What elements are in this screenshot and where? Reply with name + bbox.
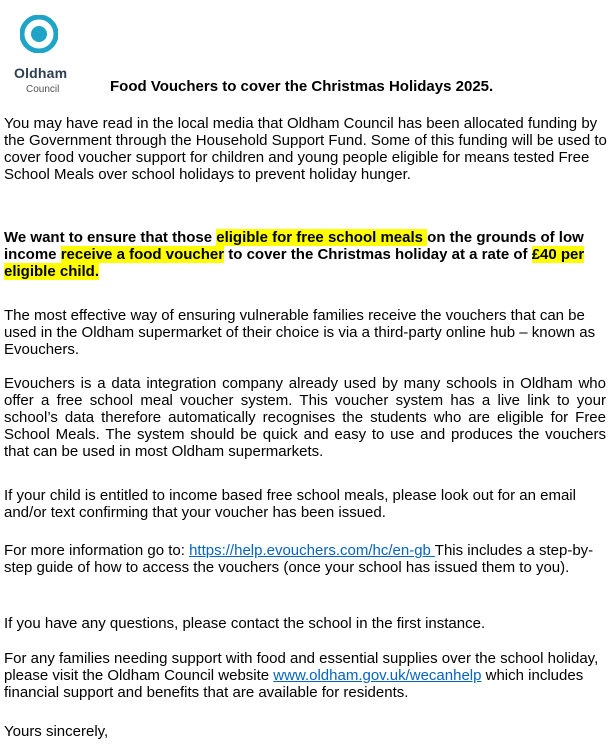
letter-page [4, 0, 610, 740]
highlight-voucher: receive a food voucher [60, 246, 225, 263]
questions-paragraph: If you have any questions, please contact the school in the first instance. [4, 615, 486, 632]
council-website-link[interactable]: www.oldham.gov.uk/wecanhelp [273, 667, 482, 684]
intro-paragraph: You may have read in the local media that Oldham Council has been allocated funding by the Government through the Household Support Fund. Some of this funding will be used to cover food voucher support for children and young people eligible for means tested Free School Meals over school holidays to prevent holiday hunger. [4, 115, 607, 183]
more-info-suffix: This includes a step-by-step guide of how to access the vouchers (once your school has issued them to you). [4, 542, 594, 576]
aim-text-1: We want to ensure that those [4, 229, 217, 246]
target-icon [20, 15, 58, 53]
evouchers-help-link[interactable]: https://help.evouchers.com/hc/en-gb [189, 542, 435, 559]
letter-header [4, 0, 610, 100]
highlight-amount: £40 per eligible child. [4, 246, 585, 280]
oldham-council-logo [10, 15, 90, 95]
more-info-prefix: For more information go to: [4, 542, 190, 559]
page-title: Food Vouchers to cover the Christmas Holidays 2025. [110, 78, 494, 95]
aim-text-2: on the grounds of low income [4, 229, 584, 263]
highlight-eligible: eligible for free school meals [216, 229, 428, 246]
support-prefix: For any families needing support with food and essential supplies over the school holiday, please visit the Oldham Council website [4, 650, 599, 684]
aim-text-3: to cover the Christmas holiday at a rate of [224, 246, 532, 263]
support-suffix: which includes financial support and benefits that are available for residents. [4, 667, 584, 701]
evouchers-paragraph: Evouchers is a data integration company already used by many schools in Oldham who offer a free school meal voucher system. This voucher system has a live link to your school’s data therefore automatically recognises the students who are eligible for Free School Meals. The system should be quick and easy to use and produces the vouchers that can be used in most Oldham supermarkets. [4, 375, 606, 460]
effective-paragraph: The most effective way of ensuring vulnerable families receive the vouchers that can be used in the Oldham supermarket of their choice is via a third-party online hub – known as Evouchers. [4, 307, 596, 358]
signoff: Yours sincerely, [4, 723, 109, 740]
logo-subtitle: Council [26, 84, 60, 95]
entitled-paragraph: If your child is entitled to income based free school meals, please look out for an email and/or text confirming that your voucher has been issued. [4, 487, 576, 521]
support-paragraph [4, 650, 610, 701]
more-info-paragraph [4, 542, 604, 576]
logo-name: Oldham [14, 65, 68, 81]
aim-paragraph [4, 229, 610, 280]
